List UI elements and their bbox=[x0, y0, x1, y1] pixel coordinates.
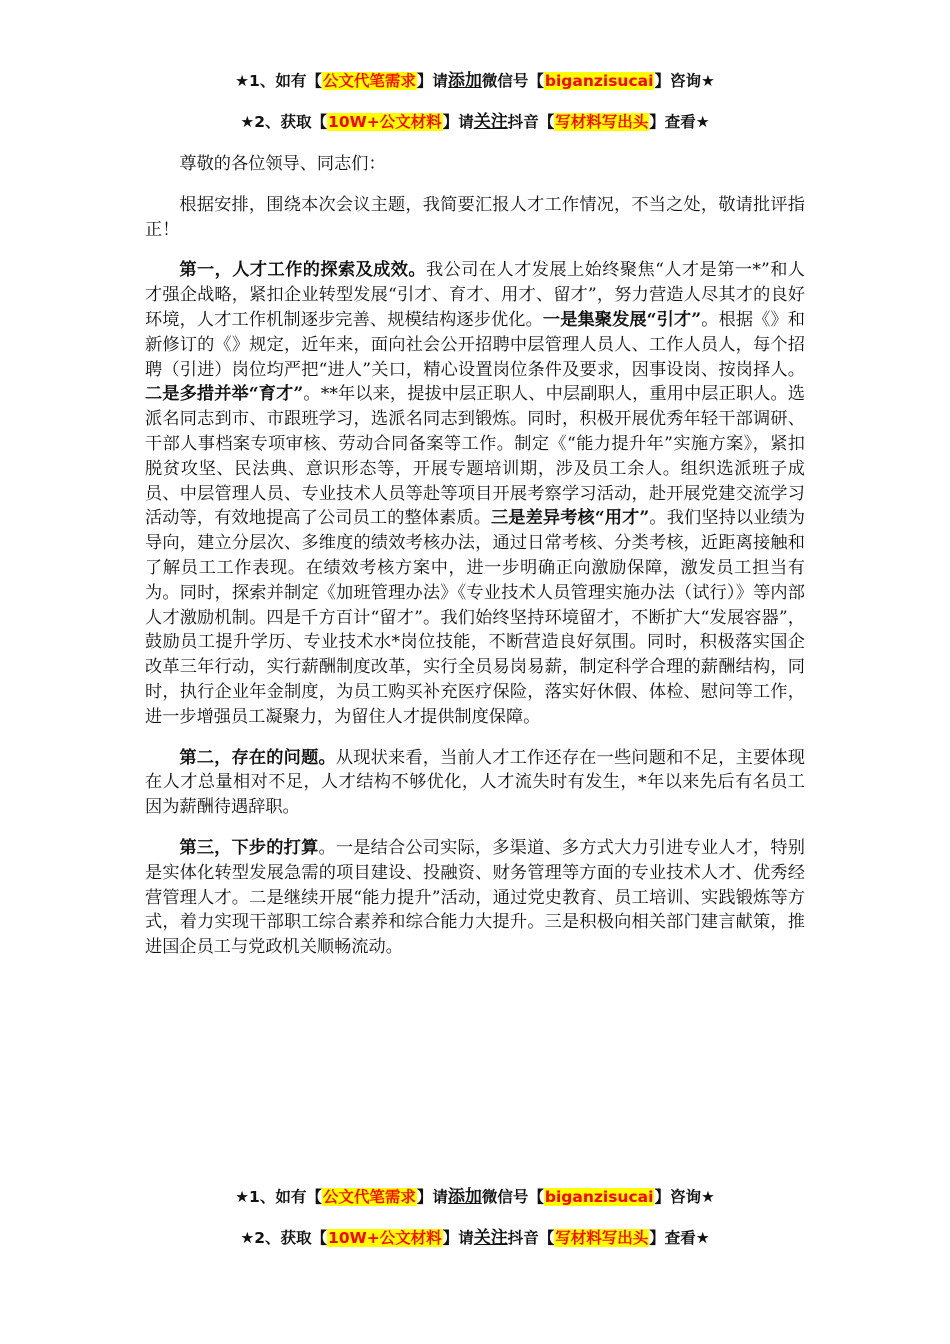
banner-text: ★1、如有【 bbox=[235, 72, 322, 90]
banner-text: 】咨询★ bbox=[654, 1188, 715, 1206]
subheading-cultivate: 二是多措并举“育才” bbox=[145, 384, 304, 405]
banner-text: 】请 bbox=[442, 1229, 474, 1247]
paragraph-text: 我公司在人才发展上始终聚焦“人才是第一*”和人才强企战略，紧扣企业转型发展“引才、育才、用才、留才”，努力营造人尽其才的良好环境，人才工作机制逐步完善、规模结构逐步优化。 bbox=[145, 260, 805, 330]
banner-text: 抖音【 bbox=[507, 1229, 555, 1247]
paragraph-text: 。根据《》和新修订的《》规定，近年来，面向社会公开招聘中层管理人员人、工作人员人，每个招聘（引进）岗位均严把“进人”关口，精心设置岗位条件及要求，因事设岗、按岗择人。 bbox=[145, 309, 805, 380]
highlight-wechat-id: biganzisucai bbox=[544, 1188, 654, 1206]
banner-text: 】咨询★ bbox=[654, 72, 715, 90]
banner-text: 】请 bbox=[416, 1188, 448, 1206]
banner-text: ★2、获取【 bbox=[240, 1229, 328, 1247]
banner-text: 微信号【 bbox=[481, 72, 544, 90]
section-next-steps bbox=[145, 836, 805, 960]
salutation: 尊敬的各位领导、同志们： bbox=[179, 154, 386, 174]
emphasis-follow: 关注 bbox=[473, 112, 508, 132]
paragraph-text: 。**年以来，提拔中层正职人、中层副职人，重用中层正职人。选派名同志到市、市跟班学习，选派名同志到锻炼。同时，积极开展优秀年轻干部调研、干部人事档案专项审核、劳动合同备案等工作。制定《“能力提升年”实施方案》，紧扣脱贫攻坚、民法典、意识形态等，开展专题培训期，涉及员工余人。组织选派班子成员、中层管理人员、专业技术人员等赴等项目开展考察学习活动，赴开展党建交流学习活动等，有效地提高了公司员工的整体素质。 bbox=[145, 384, 805, 529]
emphasis-follow: 关注 bbox=[473, 1228, 508, 1248]
section-achievements bbox=[145, 258, 805, 729]
highlight-materials: 10W+公文材料 bbox=[328, 113, 442, 131]
footer-banner-line-2 bbox=[0, 1227, 950, 1249]
subheading-recruit: 一是集聚发展“引才” bbox=[542, 309, 702, 330]
highlight-materials: 10W+公文材料 bbox=[328, 1229, 442, 1247]
intro-paragraph: 根据安排，围绕本次会议主题，我简要汇报人才工作情况，不当之处，敬请批评指正！ bbox=[145, 194, 805, 240]
section-problems bbox=[145, 746, 805, 820]
highlight-douyin-account: 写材料写出头 bbox=[555, 113, 649, 131]
footer-banner-line-1 bbox=[0, 1186, 950, 1208]
section-heading: 第二，存在的问题。 bbox=[179, 747, 336, 768]
highlight-douyin-account: 写材料写出头 bbox=[555, 1229, 649, 1247]
highlight-ghostwriting: 公文代笔需求 bbox=[322, 1188, 416, 1206]
header-banner-line-2 bbox=[0, 111, 950, 133]
banner-text: 】查看★ bbox=[649, 1229, 710, 1247]
header-banner-line-1 bbox=[0, 70, 950, 92]
banner-text: ★1、如有【 bbox=[235, 1188, 322, 1206]
section-heading: 第三，下步的打算 bbox=[179, 837, 319, 858]
section-heading: 第一，人才工作的探索及成效。 bbox=[179, 260, 427, 281]
highlight-ghostwriting: 公文代笔需求 bbox=[322, 72, 416, 90]
banner-text: 】请 bbox=[442, 113, 474, 131]
document-body bbox=[145, 152, 805, 976]
banner-text: 】请 bbox=[416, 72, 448, 90]
paragraph-text: 从现状来看，当前人才工作还存在一些问题和不足，主要体现在人才总量相对不足，人才结构不够优化，人才流失时有发生，*年以来先后有名员工因为薪酬待遇辞职。 bbox=[145, 747, 805, 818]
banner-text: ★2、获取【 bbox=[240, 113, 328, 131]
emphasis-add: 添加 bbox=[447, 71, 482, 91]
banner-text: 】查看★ bbox=[649, 113, 710, 131]
subheading-use: 三是差异考核“用才” bbox=[491, 508, 650, 529]
banner-text: 微信号【 bbox=[481, 1188, 544, 1206]
paragraph-text: 。我们坚持以业绩为导向，建立分层次、多维度的绩效考核办法，通过日常考核、分类考核，近距离接触和了解员工工作表现。在绩效考核方案中，进一步明确正向激励保障，激发员工担当有为。同时，探索并制定《加班管理办法》《专业技术人员管理实施办法（试行）》等内部人才激励机制。四是千方百计“留才”。我们始终坚持环境留才，不断扩大“发展容器”，鼓励员工提升学历、专业技术水*岗位技能，不断营造良好氛围。同时，积极落实国企改革三年行动，实行薪酬制度改革，实行全员易岗易薪，制定科学合理的薪酬结构，同时，执行企业年金制度，为员工购买补充医疗保险，落实好休假、体检、慰问等工作，进一步增强员工凝聚力，为留住人才提供制度保障。 bbox=[145, 508, 805, 727]
banner-text: 抖音【 bbox=[507, 113, 555, 131]
emphasis-add: 添加 bbox=[447, 1187, 482, 1207]
highlight-wechat-id: biganzisucai bbox=[544, 72, 654, 90]
paragraph-text: 。一是结合公司实际，多渠道、多方式大力引进专业人才，特别是实体化转型发展急需的项目建设、投融资、财务管理等方面的专业技术人才、优秀经营管理人才。二是继续开展“能力提升”活动，通过党史教育、员工培训、实践锻炼等方式，着力实现干部职工综合素养和综合能力大提升。三是积极向相关部门建言献策，推进国企员工与党政机关顺畅流动。 bbox=[145, 837, 805, 958]
